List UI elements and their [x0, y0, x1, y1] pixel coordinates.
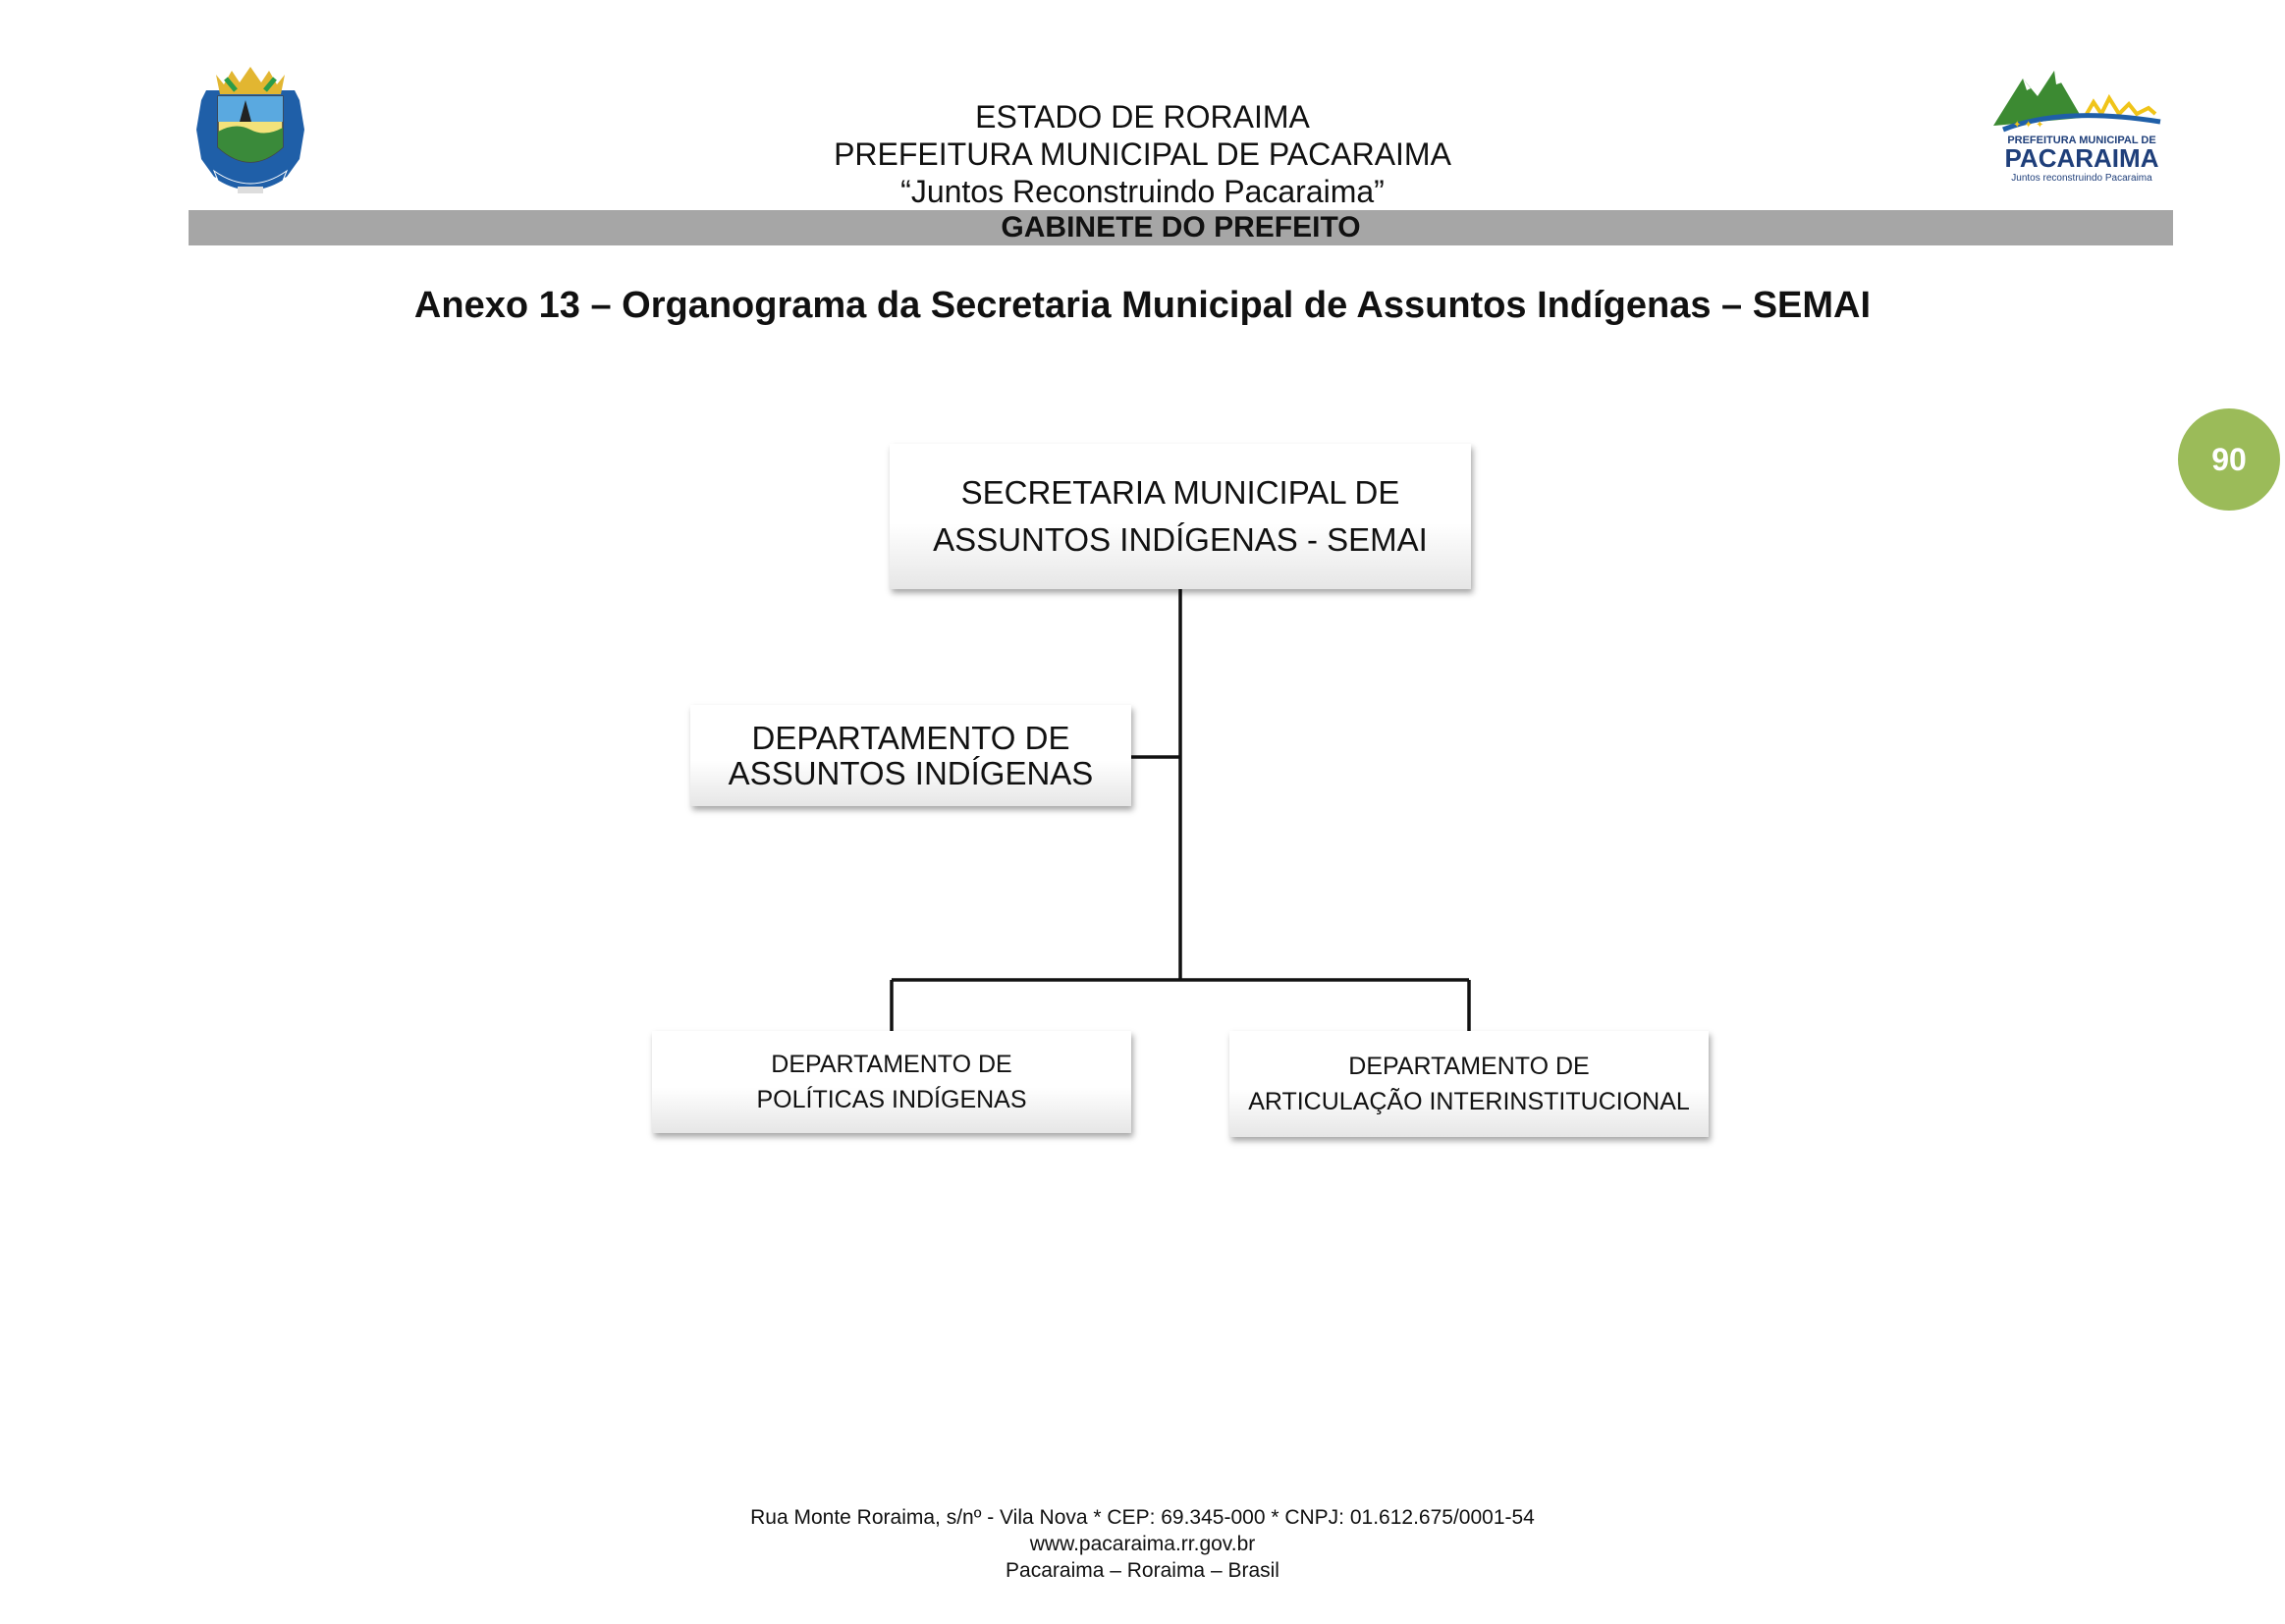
orgchart-box-semai-line1: SECRETARIA MUNICIPAL DE [960, 474, 1400, 511]
orgchart-box-politicas-line1: DEPARTAMENTO DE [771, 1051, 1012, 1078]
orgchart-box-articulacao-interinstitucional [1229, 1031, 1709, 1137]
orgchart-box-politicas-indigenas [652, 1031, 1131, 1133]
header-prefecture: PREFEITURA MUNICIPAL DE PACARAIMA [834, 136, 1451, 172]
header-motto: “Juntos Reconstruindo Pacaraima” [900, 174, 1385, 209]
header-state: ESTADO DE RORAIMA [975, 99, 1310, 135]
orgchart-box-semai [890, 444, 1471, 589]
orgchart-box-semai-line2: ASSUNTOS INDÍGENAS - SEMAI [933, 521, 1428, 558]
office-bar: GABINETE DO PREFEITO [189, 210, 2173, 245]
orgchart-box-politicas-line2: POLÍTICAS INDÍGENAS [756, 1086, 1027, 1113]
orgchart-box-assuntos-indigenas [690, 705, 1131, 806]
logo-line-1: PREFEITURA MUNICIPAL DE [2007, 135, 2156, 146]
logo-line-3: Juntos reconstruindo Pacaraima [2011, 173, 2152, 184]
orgchart-box-articulacao-line2: ARTICULAÇÃO INTERINSTITUCIONAL [1248, 1088, 1690, 1115]
footer-location: Pacaraima – Roraima – Brasil [1006, 1559, 1279, 1582]
logo-line-2: PACARAIMA [2004, 143, 2159, 173]
orgchart-box-articulacao-line1: DEPARTAMENTO DE [1348, 1053, 1590, 1080]
footer-address: Rua Monte Roraima, s/nº - Vila Nova * CEP: 69.345-000 * CNPJ: 01.612.675/0001-54 [750, 1506, 1535, 1529]
svg-text:✦ ✦ ✦: ✦ ✦ ✦ [2013, 120, 2044, 131]
page-number-badge: 90 [2178, 408, 2280, 511]
orgchart-box-assuntos-line1: DEPARTAMENTO DE [751, 719, 1070, 756]
orgchart-box-assuntos-line2: ASSUNTOS INDÍGENAS [728, 754, 1094, 791]
page-title: Anexo 13 – Organograma da Secretaria Municipal de Assuntos Indígenas – SEMAI [413, 285, 1872, 326]
footer-website: www.pacaraima.rr.gov.br [1029, 1533, 1256, 1555]
